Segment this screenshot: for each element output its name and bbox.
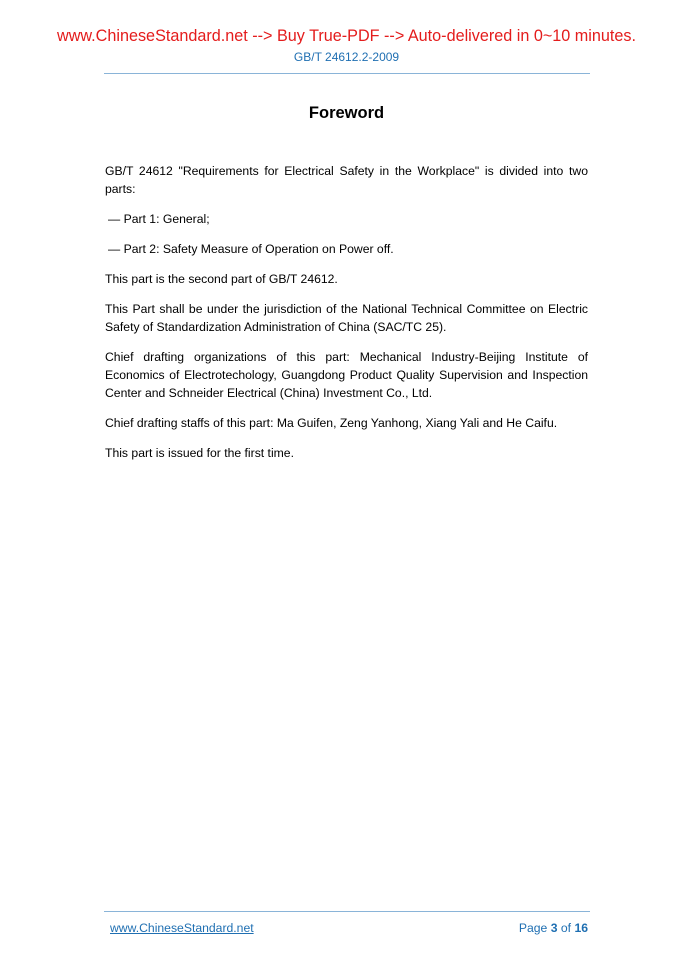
list-item-part-1: — Part 1: General; <box>108 212 210 226</box>
page-total: 16 <box>574 921 588 935</box>
paragraph-drafting-staffs: Chief drafting staffs of this part: Ma Guifen, Zeng Yanhong, Xiang Yali and He Caifu. <box>105 416 558 430</box>
document-id: GB/T 24612.2-2009 <box>293 50 400 64</box>
paragraph-drafting-organizations: Chief drafting organizations of this part: Mechanical Industry-Beijing Institute of Economics of Electrotechology, Guangdong Product Quality Supervision and Inspection Center and Schneider Electrical (China) Investment Co., Ltd. <box>105 350 588 400</box>
page-number <box>519 921 588 935</box>
footer-website-link[interactable]: www.ChineseStandard.net <box>110 921 254 935</box>
foreword-body <box>105 162 588 474</box>
page-of-label: of <box>560 921 572 935</box>
page-title: Foreword <box>308 104 385 122</box>
page-current: 3 <box>550 921 558 935</box>
paragraph-jurisdiction: This Part shall be under the jurisdiction of the National Technical Committee on Electric Safety of Standardization Administration of China (SAC/TC 25). <box>105 302 588 334</box>
list-item-part-2: — Part 2: Safety Measure of Operation on Power off. <box>108 242 394 256</box>
paragraph-intro: GB/T 24612 "Requirements for Electrical Safety in the Workplace" is divided into two parts: <box>105 164 588 196</box>
top-banner[interactable]: www.ChineseStandard.net --> Buy True-PDF --> Auto-delivered in 0~10 minutes. <box>57 27 636 45</box>
page-label: Page <box>518 921 548 935</box>
paragraph-first-issue: This part is issued for the first time. <box>105 446 294 460</box>
header-divider <box>104 73 590 74</box>
footer-divider <box>104 911 590 912</box>
paragraph-second-part: This part is the second part of GB/T 24612. <box>105 272 338 286</box>
